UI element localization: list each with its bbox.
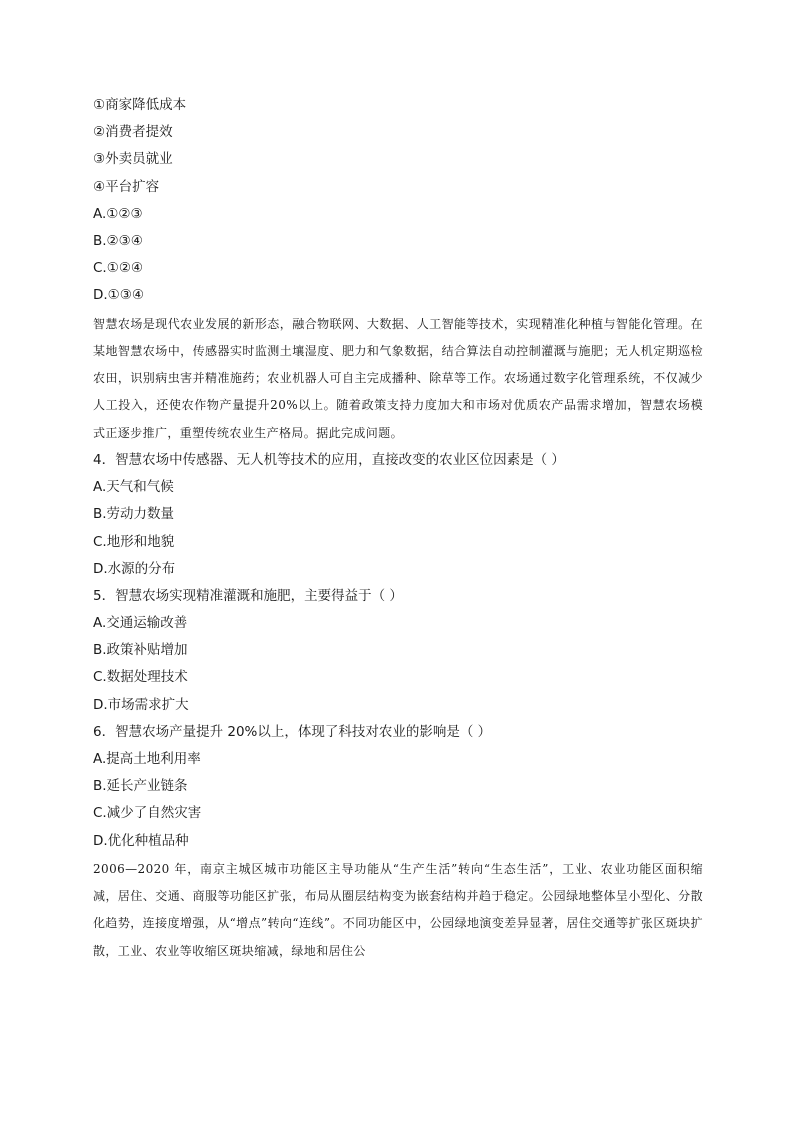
question-4-option-d: D.水源的分布 [93, 560, 176, 577]
question-5-option-b: B.政策补贴增加 [93, 642, 188, 659]
question-4-option-a: A.天气和气候 [93, 479, 174, 496]
question-5-option-d: D.市场需求扩大 [93, 696, 189, 713]
question-6-option-c: C.减少了自然灾害 [93, 805, 202, 822]
question-5-option-a: A.交通运输改善 [93, 615, 188, 632]
question-5-option-c: C.数据处理技术 [93, 669, 188, 686]
question-5-stem: 5．智慧农场实现精准灌溉和施肥，主要得益于（ ） [93, 587, 403, 604]
question-6-option-d: D.优化种植品种 [93, 832, 189, 849]
nanjing-passage: 2006—2020 年，南京主城区城市功能区主导功能从“生产生活”转向“生态生活”，工业、农业功能区面积缩减，居住、交通、商服等功能区扩张，布局从圈层结构变为嵌套结构并趋于稳定。公园绿地整体呈小型化、分散化趋势，连接度增强，从“增点”转向“连线”。不同功能区中，公园绿地演变差异显著，居住交通等扩张区斑块扩散，工业、农业等收缩区斑块缩减，绿地和居住公 [93, 861, 703, 958]
q3-choice-c: C.①②④ [93, 260, 144, 277]
question-6-option-a: A.提高土地利用率 [93, 751, 201, 768]
question-4-option-c: C.地形和地貌 [93, 533, 175, 550]
q3-choice-a: A.①②③ [93, 205, 143, 222]
question-6-option-b: B.延长产业链条 [93, 778, 188, 795]
q3-item-1: ①商家降低成本 [93, 97, 187, 113]
q3-choice-b: B.②③④ [93, 232, 143, 249]
question-4-stem: 4．智慧农场中传感器、无人机等技术的应用，直接改变的农业区位因素是（ ） [93, 451, 565, 468]
exam-page [93, 92, 703, 965]
q3-item-3: ③外卖员就业 [93, 151, 173, 168]
question-4-option-b: B.劳动力数量 [93, 506, 175, 523]
q3-choice-d: D.①③④ [93, 287, 144, 304]
q3-item-4: ④平台扩容 [93, 178, 160, 195]
question-6-stem: 6．智慧农场产量提升 20%以上，体现了科技对农业的影响是（ ） [93, 723, 492, 740]
q3-item-2: ②消费者提效 [93, 124, 173, 141]
smart-farm-passage: 智慧农场是现代农业发展的新形态，融合物联网、大数据、人工智能等技术，实现精准化种植与智能化管理。在某地智慧农场中，传感器实时监测土壤湿度、肥力和气象数据，结合算法自动控制灌溉与施肥；无人机定期巡检农田，识别病虫害并精准施药；农业机器人可自主完成播种、除草等工作。农场通过数字化管理系统，不仅减少人工投入，还使农作物产量提升20%以上。随着政策支持力度加大和市场对优质农产品需求增加，智慧农场模式正逐步推广，重塑传统农业生产格局。据此完成问题。 [93, 316, 703, 440]
